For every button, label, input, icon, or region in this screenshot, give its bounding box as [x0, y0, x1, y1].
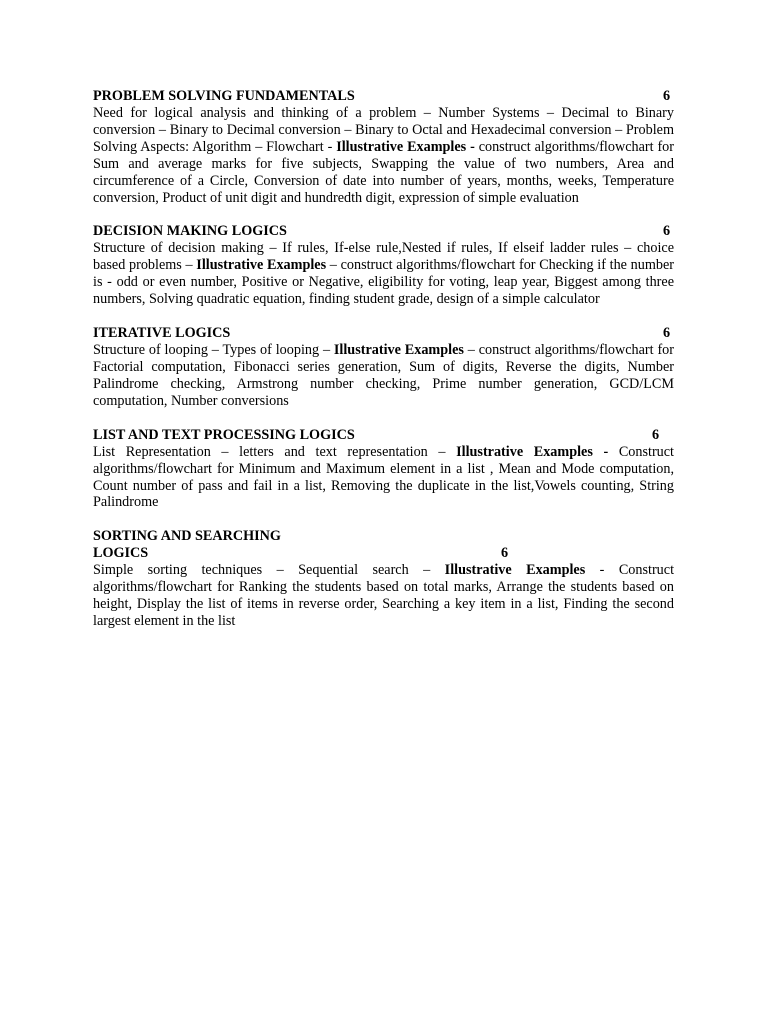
unit-title: SORTING AND SEARCHING [93, 528, 281, 545]
unit-description [93, 562, 674, 630]
description-text: List Representation – letters and text representation – [93, 443, 457, 460]
unit-hours: 6 [652, 426, 660, 443]
description-text: – construct algorithms/flowchart for Factorial computation, Fibonacci series generation, Sum of digits, Reverse the digits, Number Palindrome checking, Armstrong number checking, Prime number generation, GCD/LCM computation, Number conversions [93, 342, 674, 409]
illustrative-examples-label: Illustrative Examples [444, 562, 586, 579]
unit-title: DECISION MAKING LOGICS [93, 223, 287, 240]
illustrative-examples-label: Illustrative Examples - [336, 138, 475, 155]
description-text: Construct algorithms/flowchart for Minimum and Maximum element in a list , Mean and Mode computation, Count number of pass and fail in a list, Removing the duplicate in the list,Vowels counting, String Palindrome [93, 443, 674, 511]
unit-section [93, 325, 674, 410]
description-text: - Construct algorithms/flowchart for Ranking the students based on total marks, Arrange the students based on height, Display the list of items in reverse order, Searching a key item in a list, Finding the second largest element in the list [93, 562, 675, 630]
description-text: Need for logical analysis and thinking of a problem – Number Systems – Decimal to Binary conversion – Binary to Decimal conversion – Binary to Octal and Hexadecimal conversion – Problem Solving Aspects: Algorithm – Flowchart - [93, 105, 674, 155]
syllabus-page [93, 88, 674, 647]
unit-heading [93, 528, 674, 562]
description-text: – construct algorithms/flowchart for Checking if the number is - odd or even number, Positive or Negative, eligibility for voting, leap year, Biggest among three numbers, Solving quadratic equation, finding student grade, design of a simple calculator [93, 257, 675, 308]
unit-title-continued: LOGICS [93, 545, 149, 562]
unit-description [93, 105, 674, 206]
description-text: Structure of decision making – If rules, If-else rule,Nested if rules, If elseif ladder rules – choice based problems – [93, 240, 674, 274]
illustrative-examples-label: Illustrative Examples - [456, 443, 609, 460]
unit-section [93, 528, 674, 630]
description-text: Structure of looping – Types of looping – [93, 342, 334, 359]
illustrative-examples-label: Illustrative Examples [333, 342, 464, 359]
description-text: Simple sorting techniques – Sequential search – [93, 562, 445, 579]
unit-heading [93, 427, 674, 444]
unit-description [93, 342, 674, 410]
unit-title: PROBLEM SOLVING FUNDAMENTALS [93, 88, 355, 104]
unit-hours: 6 [501, 545, 509, 562]
unit-section [93, 427, 674, 512]
illustrative-examples-label: Illustrative Examples [196, 257, 327, 274]
unit-heading [93, 88, 674, 105]
unit-section [93, 223, 674, 308]
unit-title: ITERATIVE LOGICS [93, 325, 231, 342]
unit-heading [93, 223, 674, 240]
unit-section [93, 88, 674, 206]
unit-title: LIST AND TEXT PROCESSING LOGICS [93, 426, 355, 443]
unit-description [93, 444, 674, 512]
description-text: construct algorithms/flowchart for Sum and average marks for five subjects, Swapping the value of two numbers, Area and circumference of a Circle, Conversion of date into number of years, months, weeks, Temperature conversion, Product of unit digit and hundredth digit, expression of simple evaluation [93, 138, 674, 206]
unit-description [93, 240, 674, 308]
unit-heading [93, 325, 674, 342]
unit-hours: 6 [663, 223, 671, 240]
unit-hours: 6 [663, 88, 671, 104]
unit-hours: 6 [663, 325, 671, 342]
